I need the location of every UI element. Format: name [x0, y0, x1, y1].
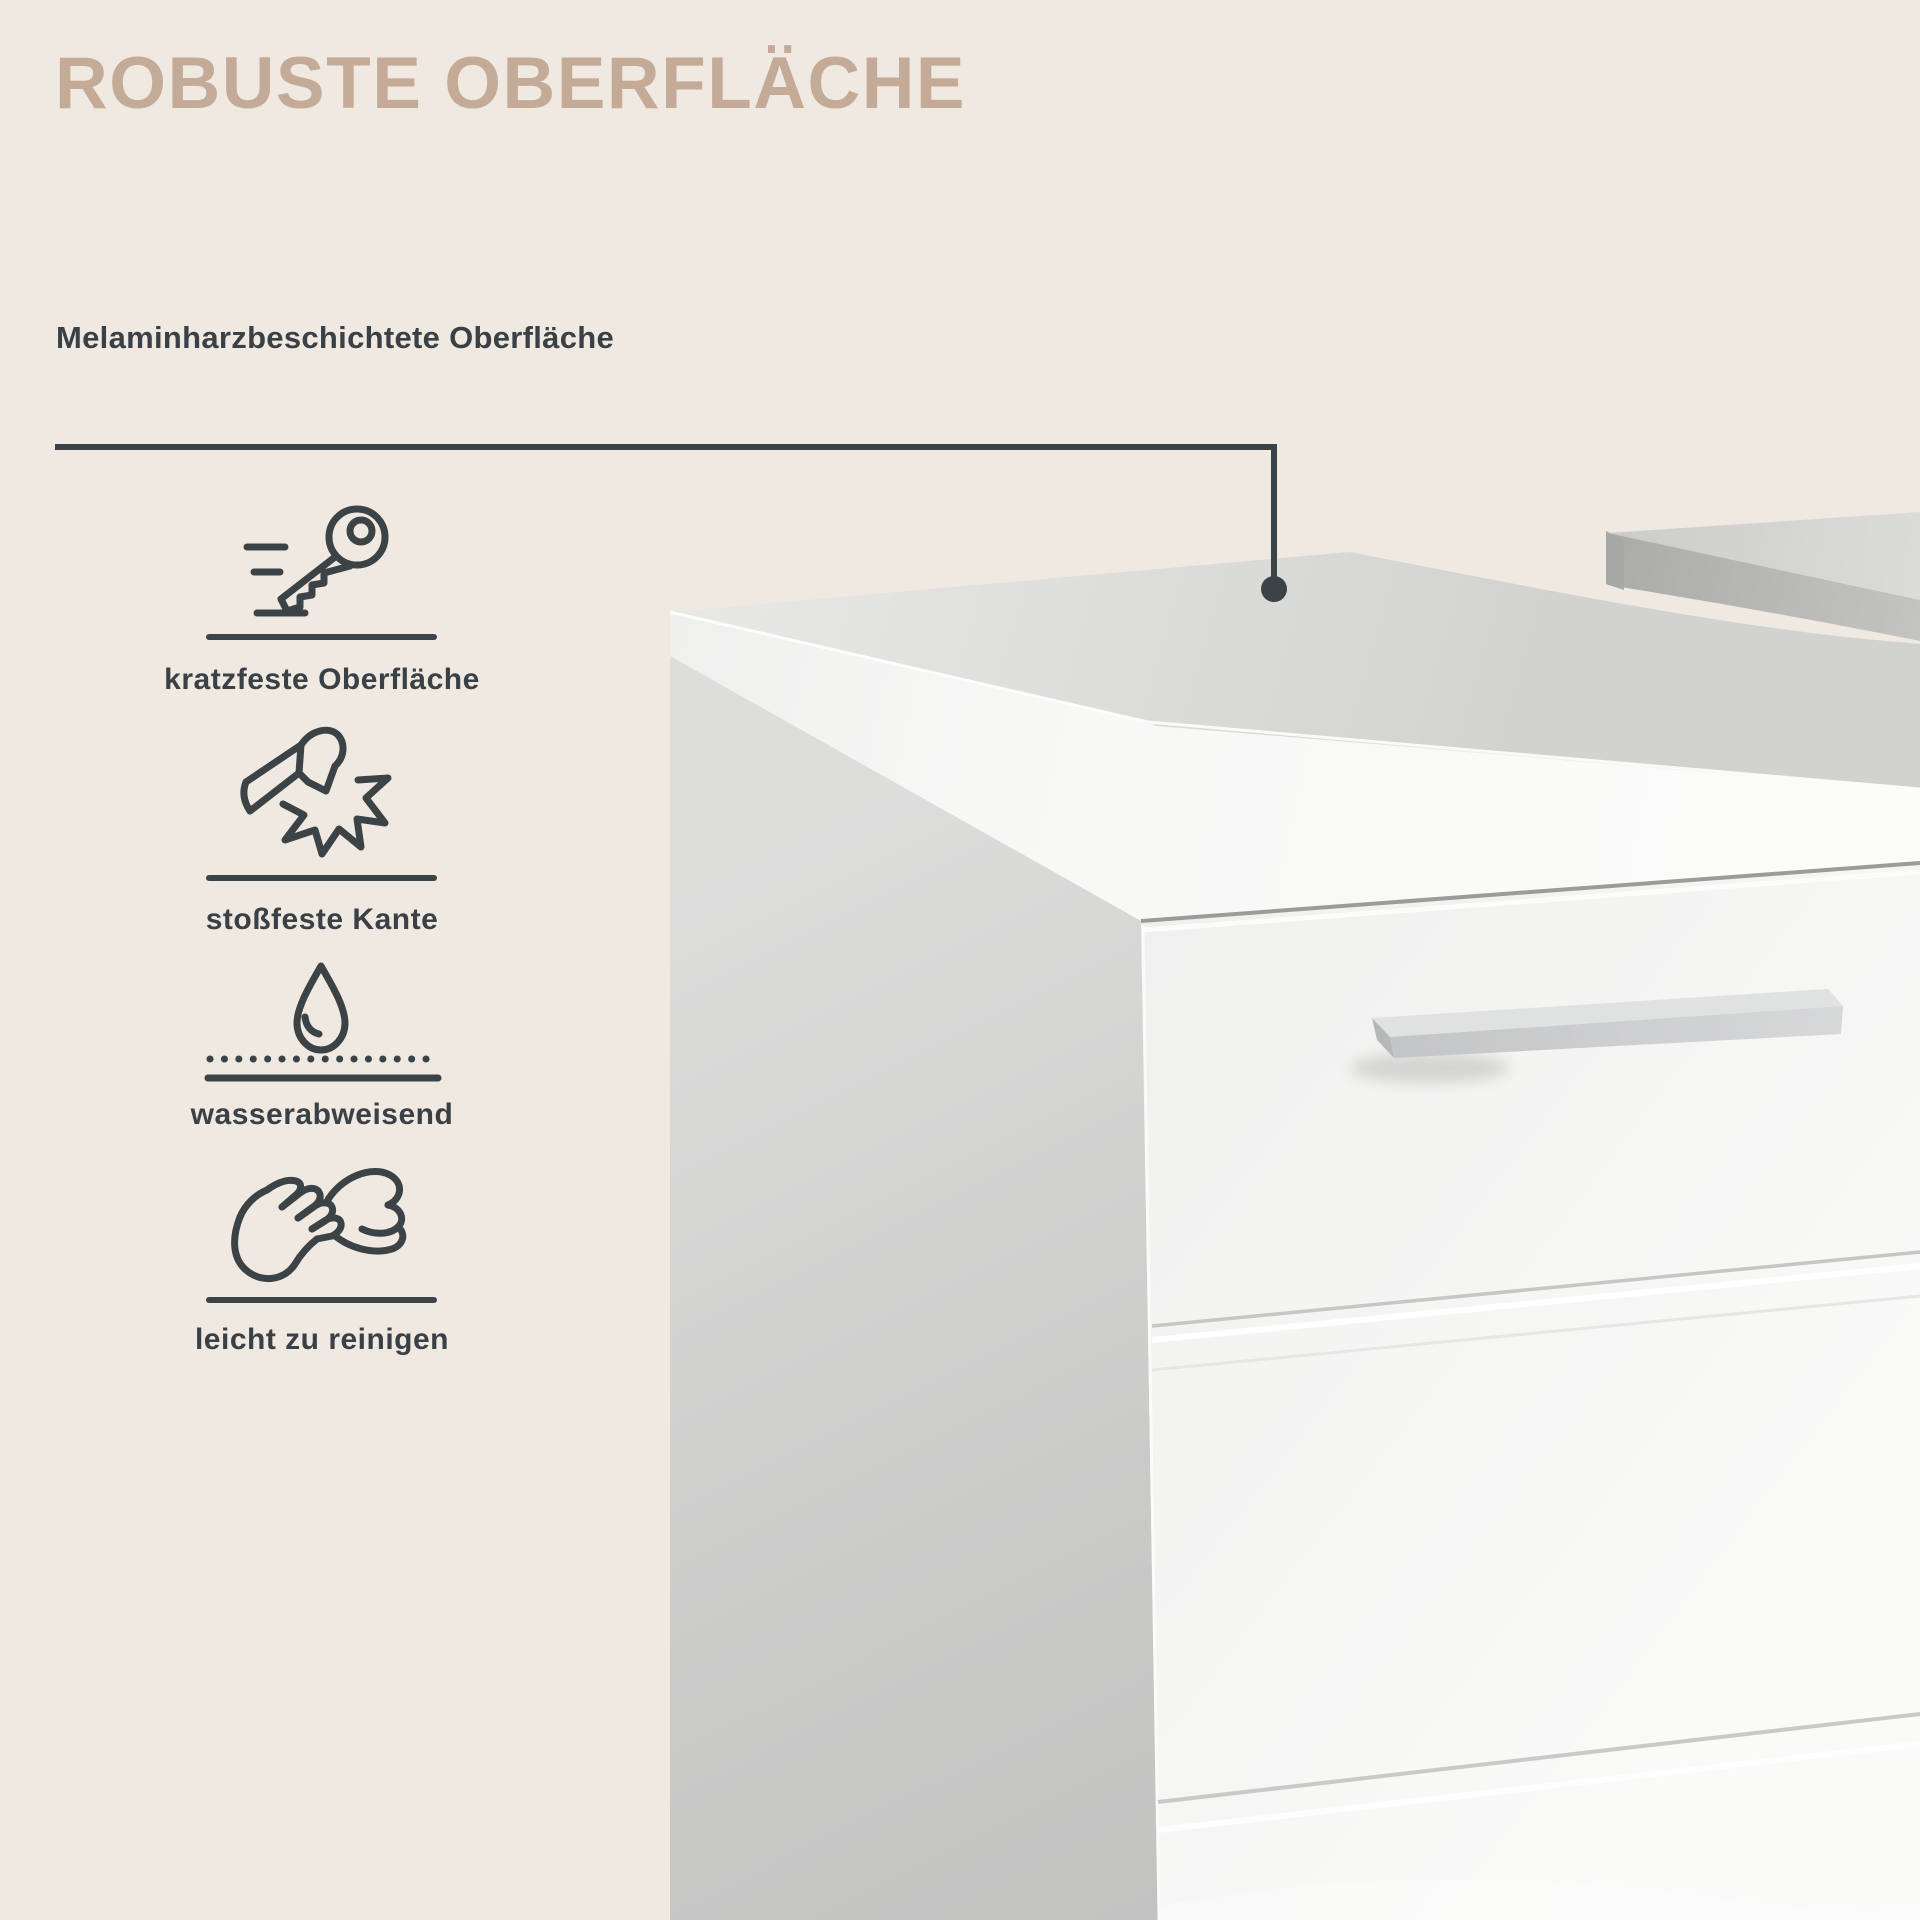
hammer-icon — [225, 720, 405, 870]
callout-line-horizontal — [55, 444, 1277, 450]
hand-wipe-icon — [222, 1155, 417, 1295]
page-title: ROBUSTE OBERFLÄCHE — [55, 43, 967, 124]
feature-label-easyclean: leicht zu reinigen — [194, 1323, 450, 1356]
feature-divider — [206, 875, 437, 881]
feature-label-scratchproof: kratzfeste Oberfläche — [164, 663, 480, 696]
callout-line-vertical — [1271, 444, 1277, 580]
droplet-icon — [200, 960, 445, 1055]
water-surface-lines — [200, 1052, 445, 1086]
callout-label: Melaminharzbeschichtete Oberfläche — [56, 320, 615, 355]
key-icon — [215, 487, 400, 622]
feature-label-impactproof: stoßfeste Kante — [205, 903, 439, 936]
feature-divider — [206, 634, 437, 640]
callout-dot — [1261, 576, 1287, 602]
feature-divider — [206, 1297, 437, 1303]
feature-label-waterrepellent: wasserabweisend — [190, 1098, 454, 1131]
